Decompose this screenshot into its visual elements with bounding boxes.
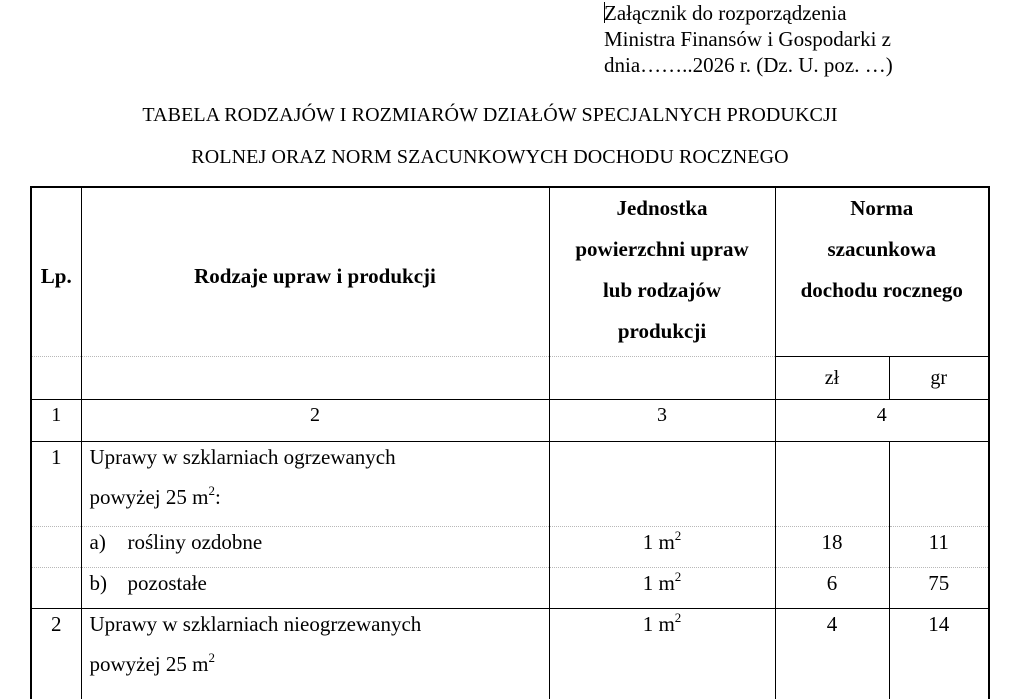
column-number: 4 bbox=[775, 400, 989, 442]
row-unit: 1 $m^2$ bbox=[549, 609, 775, 699]
table-row bbox=[31, 609, 989, 699]
column-number: 3 bbox=[549, 400, 775, 442]
column-number-row bbox=[31, 400, 989, 442]
row-subitem: a) rośliny ozdobne bbox=[81, 527, 549, 568]
row-subitem: b) pozostałe bbox=[81, 568, 549, 609]
row-unit: 1 $m^2$ bbox=[549, 568, 775, 609]
header-norm: Norma szacunkowa dochodu rocznego bbox=[775, 187, 989, 357]
table-row bbox=[31, 568, 989, 609]
row-gr: 75 bbox=[889, 568, 989, 609]
table-row bbox=[31, 527, 989, 568]
row-unit: 1 $m^2$ bbox=[549, 527, 775, 568]
row-description: Uprawy w szklarniach ogrzewanych powyżej 25 $m^2$: bbox=[81, 442, 549, 527]
row-zl: 6 bbox=[775, 568, 889, 609]
annex-line-2: Ministra Finansów i Gospodarki z bbox=[604, 26, 893, 52]
header-row bbox=[31, 187, 989, 357]
document-title-line-2: ROLNEJ ORAZ NORM SZACUNKOWYCH DOCHODU ROCZNEGO bbox=[0, 146, 980, 169]
row-lp: 1 bbox=[31, 442, 81, 527]
header-gr: gr bbox=[889, 357, 989, 400]
annex-line-3: dnia……..2026 r. (Dz. U. poz. …) bbox=[604, 52, 893, 78]
annex-note bbox=[604, 0, 893, 78]
document-title-line-1: TABELA RODZAJÓW I ROZMIARÓW DZIAŁÓW SPECJALNYCH PRODUKCJI bbox=[0, 104, 980, 127]
header-lp: Lp. bbox=[31, 187, 81, 357]
row-lp: 2 bbox=[31, 609, 81, 699]
row-description: Uprawy w szklarniach nieogrzewanych powyżej 25 $m^2$ bbox=[81, 609, 549, 699]
row-gr: 14 bbox=[889, 609, 989, 699]
row-gr: 11 bbox=[889, 527, 989, 568]
rates-table bbox=[30, 186, 990, 699]
column-number: 2 bbox=[81, 400, 549, 442]
header-zl: zł bbox=[775, 357, 889, 400]
header-subrow bbox=[31, 357, 989, 400]
header-unit: Jednostka powierzchni upraw lub rodzajów produkcji bbox=[549, 187, 775, 357]
table-row bbox=[31, 442, 989, 527]
annex-line-1: Załącznik do rozporządzenia bbox=[604, 1, 847, 25]
column-number: 1 bbox=[31, 400, 81, 442]
row-zl: 18 bbox=[775, 527, 889, 568]
header-kind: Rodzaje upraw i produkcji bbox=[81, 187, 549, 357]
row-zl: 4 bbox=[775, 609, 889, 699]
